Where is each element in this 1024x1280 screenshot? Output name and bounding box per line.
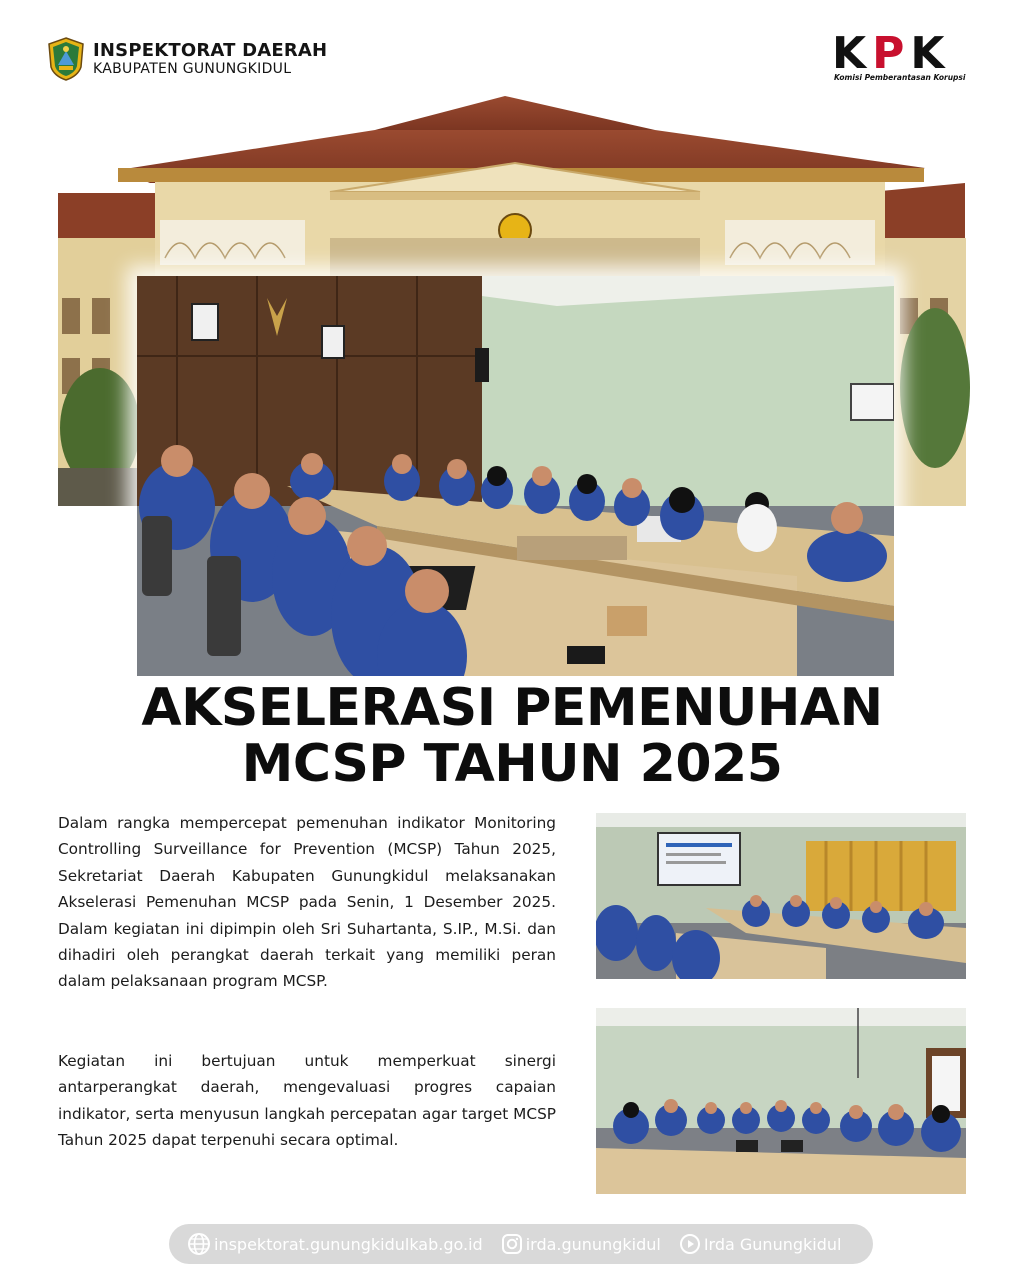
kpk-logo (830, 28, 975, 84)
website-link[interactable] (187, 1232, 483, 1256)
meeting-participants-photo (596, 1008, 966, 1194)
meeting-presentation-photo (596, 813, 966, 979)
youtube-play-icon (679, 1233, 701, 1255)
org-title: INSPEKTORAT DAERAH (93, 40, 328, 61)
gunungkidul-emblem-logo (46, 37, 86, 81)
kpk-logo-lettering: KPK (832, 28, 951, 79)
org-subtitle: KABUPATEN GUNUNGKIDUL (93, 61, 292, 77)
social-footer (169, 1224, 873, 1264)
headline-line-1: AKSELERASI PEMENUHAN (141, 678, 883, 738)
globe-icon (187, 1232, 211, 1256)
meeting-room-photo (137, 276, 894, 676)
youtube-link[interactable] (679, 1233, 842, 1255)
instagram-link[interactable] (501, 1233, 661, 1255)
website-text: inspektorat.gunungkidulkab.go.id (214, 1234, 483, 1254)
youtube-text: Irda Gunungkidul (703, 1234, 842, 1254)
body-paragraph-1: Dalam rangka mempercepat pemenuhan indikator Monitoring Controlling Surveillance for Prevention (MCSP) Tahun 2025, Sekretariat Daerah Kabupaten Gunungkidul melaksanakan Akselerasi Pemenuhan MCSP pada Senin, 1 Desember 2025. Dalam kegiatan ini dipimpin oleh Sri Suhartanta, S.IP., M.Si. dan dihadiri oleh perangkat daerah terkait yang memiliki peran dalam pelaksanaan program MCSP. (58, 814, 556, 991)
kpk-logo-subtitle: Komisi Pemberantasan Korupsi (834, 73, 966, 82)
headline-line-2: MCSP TAHUN 2025 (241, 734, 783, 794)
instagram-text: irda.gunungkidul (525, 1234, 661, 1254)
body-paragraph-2: Kegiatan ini bertujuan untuk memperkuat sinergi antarperangkat daerah, mengevaluasi progres capaian indikator, serta menyusun langkah percepatan agar target MCSP Tahun 2025 dapat terpenuhi secara optimal. (58, 1052, 556, 1150)
headline (0, 680, 1024, 792)
instagram-icon (501, 1233, 523, 1255)
